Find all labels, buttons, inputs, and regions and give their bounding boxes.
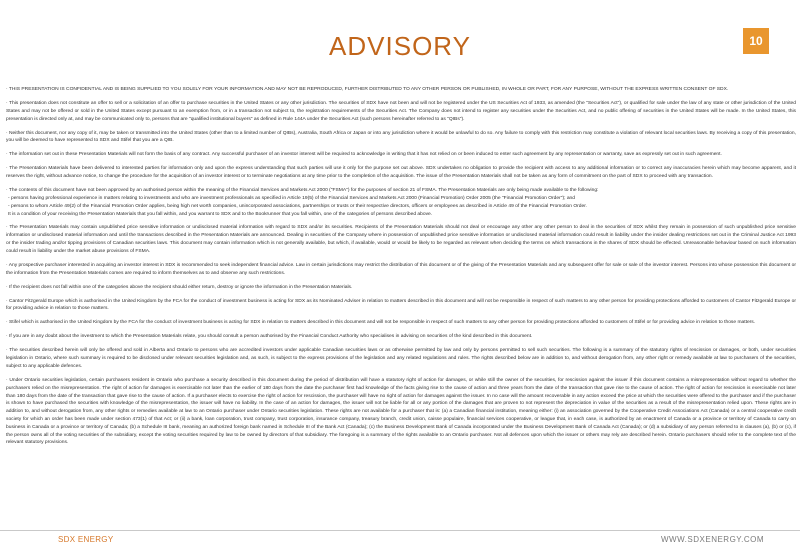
footer-divider bbox=[0, 530, 800, 531]
advisory-paragraph-recipient: · If the recipient does not fall within one of the categories above the recipient should either return, destroy or ignore the information in the Presentation Materials. bbox=[6, 284, 353, 290]
advisory-paragraph-confidential: · THIS PRESENTATION IS CONFIDENTIAL AND IS BEING SUPPLIED TO YOU SOLELY FOR YOUR INFORMATION AND MAY NOT BE REPRODUCED, FURTHER DISTRIBUTED TO ANY OTHER PERSON OR PUBLISHED, IN WHOLE OR PART, FOR ANY PURPOSE, WITHOUT THE EXPRESS WRITTEN CONSENT OF SDX. bbox=[6, 87, 729, 92]
fsma-intro: · The contents of this document have not been approved by an authorised person within the meaning of the Financial Services and Markets Act 2000 ("FSMA") for the purposes of section 21 of FSMA. The Presentation Materials are only being made available to the following: bbox=[6, 188, 599, 194]
advisory-paragraph-us-securities: · This presentation does not constitute an offer to sell or a solicitation of an offer to purchase securities in the United States or any other jurisdiction. The securities of SDX have not been and will not be registered under the US Securities Act of 1933, as amended (the "Securities Act"), or qualified for sale under the law of any state or other jurisdiction of the United States and may not be offered or sold in the United States except pursuant to an exemption from, or in a transaction not subject to, the registration requirements of the Securities Act. The Company does not intend to register any securities under the Securities Act, and no public offering of securities in the United States will be made. In the United States, this presentation is directed only at, and may be communicated only to, persons that are "qualified institutional buyers" as defined in Rule 144A under the Securities Act (such persons hereinafter referred to as "QIBs"). bbox=[6, 100, 796, 122]
advisory-paragraph-cantor: · Cantor Fitzgerald Europe which is authorised in the United Kingdom by the FCA for the conduct of investment business is acting for SDX as its Nominated Adviser in relation to matters described in this document and will not be responsible in respect of such matters to any other person for providing protections afforded to customers of Cantor Fitzgerald Europe or for providing advice in relation to those matters. bbox=[6, 298, 796, 312]
advisory-paragraph-distribution: · Neither this document, nor any copy of it, may be taken or transmitted into the United States (other than to a limited number of QIBs), Australia, South Africa or Japan or into any jurisdiction where it would be unlawful to do so. Any failure to comply with this restriction may constitute a violation of relevant local securities laws. By receiving a copy of this presentation, you will be deemed to have represented to SDX and Stifel that you are a QIB. bbox=[6, 130, 796, 144]
footer-company-name: SDX ENERGY bbox=[58, 535, 114, 544]
advisory-paragraph-stifel: · Stifel which is authorised in the United Kingdom by the FCA for the conduct of investment business is acting for SDX in relation to matters described in this document and will not be responsible in respect of such matters to any other person for providing protections afforded to customers of Stifel or for providing advice in relation to those matters. bbox=[6, 320, 756, 326]
page-number-badge: 10 bbox=[743, 28, 769, 54]
advisory-paragraph-contract: · The information set out in these Presentation Materials will not form the basis of any contract. Any successful purchaser of an investor interest will be required to acknowledge in writing that it has not relied on or been induced to enter such agreement by any representation or warranty, save as expressly set out in such agreement. bbox=[6, 152, 722, 158]
fsma-condition: It is a condition of your receiving the Presentation Materials that you fall within, and you warrant to SDX and to the Bookrunner that you fall within, one of the categories of persons described above. bbox=[8, 211, 433, 217]
fsma-bullet-item: - persons to whom Article 49(2) of the Financial Promotion Order applies, being high net worth companies, unincorporated associations, partnerships or trusts or their respective directors, officers or employees as described in Article 49 of the Financial Promotion Order. bbox=[8, 203, 587, 209]
advisory-paragraph-delivery: · The Presentation Materials have been delivered to interested parties for information only and upon the express understanding that such parties will use it only for the purpose set out above. SDX undertakes no obligation to provide the recipient with access to any additional information or to correct any inaccuracies herein which may become apparent, and it reserves the right, without advance notice, to change the procedure for the acquisition of an investor interest or to terminate negotiations at any time prior to the completion of the acquisition. The issue of the Presentation Materials shall not be taken as any form of commitment on the part of SDX to proceed with any transaction. bbox=[6, 166, 796, 180]
advisory-paragraph-canada: · The securities described herein will only be offered and sold in Alberta and Ontario to persons who are accredited investors under applicable Canadian securities laws or as otherwise permitted by law and only by persons permitted to sell such securities. The following is a summary of the statutory rights of rescission or damages, or both, under securities legislation in Ontario, where such summary is required to be disclosed under relevant securities legislation and, as such, is subject to the express provisions of the legislation and any related regulations and rules. The rights described below are in addition to, and without derogation from, any other right or remedy available at law to purchasers of the securities, subject to any applicable defences. bbox=[6, 348, 796, 369]
advisory-paragraph-financial-advice: · Any prospective purchaser interested in acquiring an investor interest in SDX is recommended to seek independent financial advice. Law in certain jurisdictions may restrict the distribution of this document or of the giving of the Presentation Materials and any subsequent offer for sale or sale of the investor interest. Persons into whose possession this document or the information from the Presentation Materials comes are required to inform themselves as to and observe any such restrictions. bbox=[6, 262, 796, 276]
advisory-paragraph-doubt: · If you are in any doubt about the investment to which the Presentation Materials relate, you should consult a person authorised by the Financial Conduct Authority who specialises in advising on securities of the kind described in this document. bbox=[6, 334, 533, 340]
advisory-paragraph-price-sensitive: · The Presentation Materials may contain unpublished price sensitive information or undisclosed material information with regard to SDX and/or its securities. Recipients of the Presentation Materials should not deal or encourage any other any other person to deal in the securities of SDX whilst they remain in possession of such unpublished price sensitive information or undisclosed material information and until the transactions described in the Presentation Materials are announced. Dealing in securities of the Company where in possession of unpublished price sensitive information or undisclosed material information could result in liability under the insider dealing restrictions set out in the Criminal Justice Act 1993 or the insider trading and/or tipping provisions of Canadian securities laws. This document may contain information which is not generally available, but which, if available, would or would be likely to be regarded as relevant when deciding the terms on which transactions in the shares of SDX should be effected. Unreasonable behaviour based on such information could result in liability under the market abuse provisions of FSMA. bbox=[6, 225, 796, 254]
page-title: ADVISORY bbox=[329, 31, 471, 61]
advisory-paragraph-ontario: · Under Ontario securities legislation, certain purchasers resident in Ontario who purchase a security described in this document during the period of distribution will have a statutory right of action for damages, or while still the owner of the securities, for rescission against the issuer if this document contains a misrepresentation without regard to whether the purchasers relied on the misrepresentation. The right of action for damages is exercisable not later than the earlier of 180 days from the date the purchaser first had knowledge of the facts giving rise to the cause of action and three years from the date of the transaction that gave rise to the cause of action. The right of action for rescission is exercisable not later than 180 days from the date of the transaction that gave rise to the cause of action. If a purchaser elects to exercise the right of action for rescission, the purchaser will have no right of action for damages against the issuer. In no case will the amount recoverable in any action exceed the price at which the securities were offered to the purchaser and if the purchaser is shown to have purchased the securities with knowledge of the misrepresentation, the issuer will have no liability. In the case of an action for damages, the issuer will not be liable for all or any portion of the damages that are proven to not represent the depreciation in value of the securities as a result of the misrepresentation relied upon. These rights are in addition to, and without derogation from, any other rights or remedies available at law to an Ontario purchaser under Ontario securities legislation. These rights are not available for a purchaser that is: (a) a Canadian financial institution, meaning either: (i) an association governed by the Cooperative Credit Associations Act (Canada) or a central cooperative credit society for which an order has been made under section 473(1) of that Act; or (ii) a bank, loan corporation, trust company, trust corporation, insurance company, treasury branch, credit union, caisse populaire, financial services cooperative, or league that, in each case, is authorized by an enactment of Canada or a province or territory of Canada to carry on business in Canada or a province or territory of Canada; (b) a Schedule III bank, meaning an authorized foreign bank named in Schedule III of the Bank Act (Canada); (c) the Business Development Bank of Canada incorporated under the Business Development Bank of Canada Act (Canada); or (d) a subsidiary of any person referred to in clauses (a), (b) or (c), if the person owns all of the voting securities of the subsidiary, except the voting securities required by law to be owned by directors of that subsidiary. The foregoing is a summary of the rights available to an Ontario purchaser. Not all defences upon which the issuer or others may rely are described herein. Ontario purchasers should refer to the complete text of the relevant statutory provisions. bbox=[6, 377, 796, 446]
advisory-paragraph-fsma bbox=[6, 187, 796, 218]
advisory-body bbox=[6, 86, 796, 519]
fsma-bullet-item: - persons having professional experience in matters relating to investments and who are investment professionals as specified in Article 19(5) of the Financial Services and Markets Act 2000 (Financial Promotion) Order 2005 (the "Financial Promotion Order"); and bbox=[8, 195, 575, 201]
footer-website-link[interactable]: WWW.SDXENERGY.COM bbox=[660, 535, 764, 544]
